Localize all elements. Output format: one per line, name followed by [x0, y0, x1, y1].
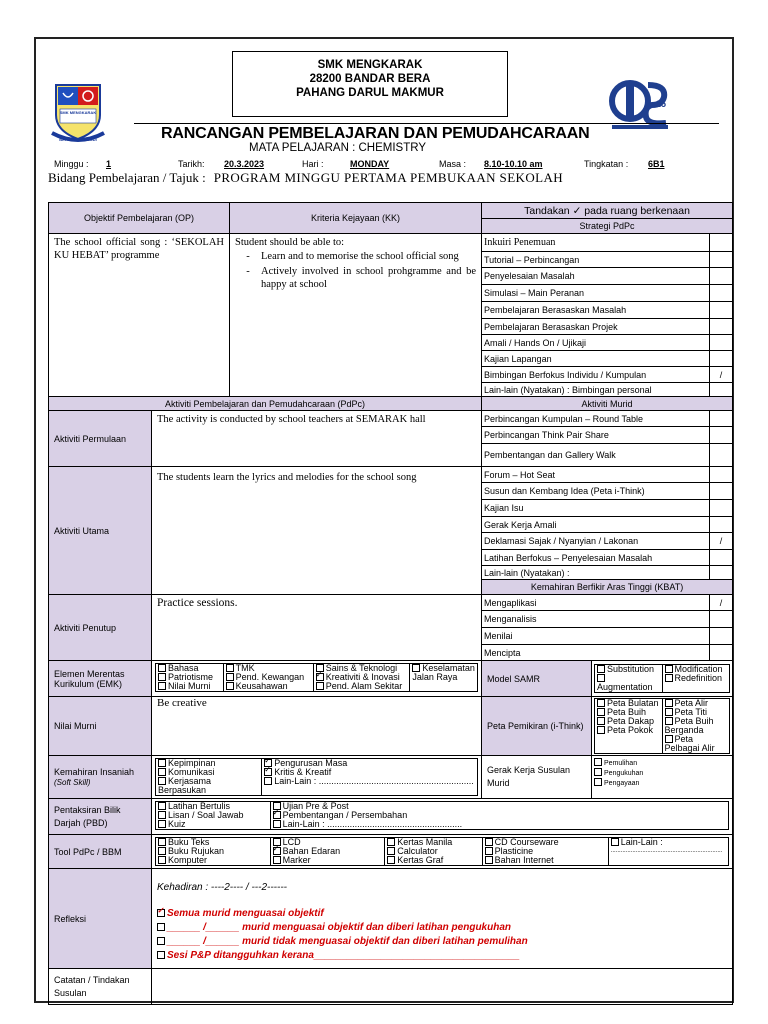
- tandakan-header: Tandakan ✓ pada ruang berkenaan: [482, 203, 733, 219]
- bidang-label: Bidang Pembelajaran / Tajuk :: [48, 170, 206, 185]
- strategi-checkbox[interactable]: /: [710, 367, 733, 383]
- kk-header: Kriteria Kejayaan (KK): [230, 203, 482, 234]
- masa-value: 8.10-10.10 am: [484, 159, 543, 169]
- hari-label: Hari :: [302, 159, 324, 169]
- peta-option[interactable]: Peta Bulatan: [597, 699, 660, 708]
- insaniah-option[interactable]: Kerjasama Berpasukan: [158, 776, 212, 795]
- tool-option[interactable]: Komputer: [158, 856, 268, 865]
- murid-item: Perbincangan Think Pair Share: [482, 427, 710, 444]
- aktiviti-murid-header: Aktiviti Murid: [482, 397, 733, 411]
- strategi-item: Bimbingan Berfokus Individu / Kumpulan: [482, 367, 710, 383]
- strategi-checkbox[interactable]: [710, 285, 733, 302]
- tarikh-value: 20.3.2023: [224, 159, 265, 169]
- peta-option[interactable]: Peta Alir: [665, 699, 728, 708]
- tool-option[interactable]: Marker: [273, 856, 383, 865]
- murid-checkbox[interactable]: [710, 427, 733, 444]
- tool-option[interactable]: Buku Teks: [158, 838, 268, 847]
- strategi-header: Strategi PdPc: [482, 219, 733, 234]
- nilai-murni-label: Nilai Murni: [49, 697, 152, 756]
- kbat-checkbox[interactable]: [710, 645, 733, 661]
- peta-option[interactable]: Peta Pokok: [597, 726, 660, 735]
- pbd-option[interactable]: Latihan Bertulis: [158, 802, 268, 811]
- sekolah-25-logo: [608, 75, 672, 133]
- insaniah-label: Kemahiran Insaniah (Soft Skill): [49, 756, 152, 799]
- kbat-checkbox[interactable]: [710, 628, 733, 645]
- murid-checkbox[interactable]: [710, 500, 733, 517]
- strategi-item: Simulasi – Main Peranan: [482, 285, 710, 302]
- tool-option[interactable]: Lain-Lain :: [611, 838, 726, 847]
- strategi-item: Kajian Lapangan: [482, 351, 710, 367]
- page-title: RANCANGAN PEMBELAJARAN DAN PEMUDAHCARAAN: [161, 125, 590, 142]
- tool-option-checked[interactable]: ✓Bahan Edaran: [273, 847, 383, 856]
- pbd-options: [152, 799, 733, 835]
- pbd-option[interactable]: Kuiz: [158, 820, 268, 829]
- aktiviti-permulaan-label: Aktiviti Permulaan: [49, 411, 152, 467]
- samr-label: Model SAMR: [482, 661, 592, 697]
- insaniah-option[interactable]: Komunikasi: [158, 768, 259, 777]
- minggu-value: 1: [106, 159, 112, 169]
- peta-option[interactable]: Peta Buih: [597, 708, 660, 717]
- tool-label: Tool PdPc / BBM: [49, 835, 152, 869]
- samr-options: [592, 661, 733, 697]
- murid-item: Deklamasi Sajak / Nyanyian / Lakonan: [482, 533, 710, 550]
- peta-options: [592, 697, 733, 756]
- murid-item: Gerak Kerja Amali: [482, 517, 710, 533]
- pbd-option[interactable]: Lisan / Soal Jawab: [158, 811, 268, 820]
- school-postcode: 28200 BANDAR BERA: [309, 73, 431, 85]
- pbd-option-checked[interactable]: ✓Pembentangan / Persembahan: [273, 811, 726, 820]
- svg-text:25: 25: [656, 99, 667, 109]
- kbat-item: Menganalisis: [482, 611, 710, 628]
- tool-option[interactable]: Kertas Manila: [387, 838, 479, 847]
- murid-item: Pembentangan dan Gallery Walk: [482, 444, 710, 467]
- bidang-tajuk: [48, 170, 563, 186]
- strategi-checkbox[interactable]: [710, 335, 733, 351]
- refleksi-label: Refleksi: [49, 869, 152, 969]
- school-name: SMK MENGKARAK: [317, 59, 423, 71]
- tool-option[interactable]: CD Courseware: [485, 838, 606, 847]
- peta-label: Peta Pemikiran (i-Think): [482, 697, 592, 756]
- emk-options: [152, 661, 482, 697]
- kk-cell: [230, 234, 482, 397]
- masa-label: Masa :: [439, 159, 467, 169]
- insaniah-option-checked[interactable]: ✓Kritis & Kreatif: [264, 768, 475, 777]
- emk-option[interactable]: Bahasa: [158, 664, 221, 673]
- peta-option[interactable]: Peta Buih Berganda: [664, 716, 714, 735]
- strategi-checkbox[interactable]: [710, 351, 733, 367]
- emk-option[interactable]: Pend. Alam Sekitar: [316, 682, 408, 691]
- tool-other-line: ...................................................................: [610, 848, 723, 854]
- kk-intro: Student should be able to:: [235, 237, 345, 248]
- peta-option[interactable]: Peta Pelbagai Alir: [664, 734, 715, 753]
- aktiviti-penutup-label: Aktiviti Penutup: [49, 595, 152, 661]
- insaniah-option-checked[interactable]: ✓Pengurusan Masa: [264, 759, 475, 768]
- murid-checkbox[interactable]: [710, 467, 733, 483]
- samr-option[interactable]: Redefinition: [665, 674, 728, 683]
- murid-item: Susun dan Kembang Idea (Peta i-Think): [482, 483, 710, 500]
- strategi-item: Pembelajaran Berasaskan Projek: [482, 319, 710, 335]
- hari-value: MONDAY: [350, 159, 390, 169]
- susulan-option[interactable]: Pemulihan: [594, 758, 730, 768]
- emk-option-checked[interactable]: ✓Kreativiti & Inovasi: [316, 673, 408, 682]
- tool-options: [152, 835, 733, 869]
- pbd-option[interactable]: Ujian Pre & Post: [273, 802, 726, 811]
- murid-checkbox[interactable]: [710, 444, 733, 467]
- tool-option[interactable]: LCD: [273, 838, 383, 847]
- school-address-box: [232, 51, 508, 117]
- refleksi-option[interactable]: ______ /______ murid tidak menguasai objektif dan diberi latihan pemulihan: [157, 935, 727, 949]
- emk-option[interactable]: Nilai Murni: [158, 682, 221, 691]
- murid-checkbox[interactable]: [710, 566, 733, 580]
- crest-motto: BERILMU BERBUDI: [59, 137, 97, 142]
- emk-label: Elemen Merentas Kurikulum (EMK): [49, 661, 152, 697]
- insaniah-option[interactable]: Lain-Lain : ..............................................................: [264, 777, 475, 786]
- murid-item: Lain-lain (Nyatakan) :: [482, 566, 710, 580]
- op-header: Objektif Pembelajaran (OP): [49, 203, 230, 234]
- pbd-label: Pentaksiran Bilik Darjah (PBD): [49, 799, 152, 835]
- strategi-checkbox[interactable]: [710, 268, 733, 285]
- samr-option[interactable]: Augmentation: [597, 674, 660, 692]
- kbat-checkbox[interactable]: /: [710, 595, 733, 611]
- strategi-item: Pembelajaran Berasaskan Masalah: [482, 302, 710, 319]
- aktiviti-pdpc-header: Aktiviti Pembelajaran dan Pemudahcaraan (PdPc): [49, 397, 482, 411]
- kbat-checkbox[interactable]: [710, 611, 733, 628]
- aktiviti-utama-label: Aktiviti Utama: [49, 467, 152, 595]
- lesson-plan-table: [48, 202, 733, 1005]
- emk-option[interactable]: Keusahawan: [226, 682, 311, 691]
- kbat-item: Menilai: [482, 628, 710, 645]
- strategi-checkbox[interactable]: [710, 252, 733, 268]
- strategi-checkbox[interactable]: [710, 383, 733, 397]
- peta-option[interactable]: Peta Dakap: [597, 717, 660, 726]
- kbat-item: Mengaplikasi: [482, 595, 710, 611]
- insaniah-options: [152, 756, 482, 799]
- pbd-option[interactable]: Lain-Lain : ......................................................: [273, 820, 726, 829]
- samr-option[interactable]: Modification: [665, 665, 728, 674]
- lesson-plan-page: [34, 37, 734, 1003]
- susulan-options: [592, 756, 733, 799]
- kehadiran: Kehadiran : ----2---- / ---2------: [157, 882, 287, 893]
- murid-item: Perbincangan Kumpulan – Round Table: [482, 411, 710, 427]
- tool-option[interactable]: Plasticine: [485, 847, 606, 856]
- murid-item: Latihan Berfokus – Penyelesaian Masalah: [482, 550, 710, 566]
- emk-option[interactable]: Keselamatan Jalan Raya: [412, 663, 475, 682]
- emk-option[interactable]: Patriotisme: [158, 673, 221, 682]
- strategi-item: Tutorial – Perbincangan: [482, 252, 710, 268]
- murid-item: Kajian Isu: [482, 500, 710, 517]
- murid-checkbox[interactable]: [710, 550, 733, 566]
- samr-option[interactable]: Substitution: [597, 665, 660, 674]
- kbat-item: Mencipta: [482, 645, 710, 661]
- murid-checkbox[interactable]: [710, 483, 733, 500]
- susulan-option[interactable]: Pengukuhan: [594, 768, 730, 778]
- tool-option[interactable]: Buku Rujukan: [158, 847, 268, 856]
- aktiviti-utama-text: The students learn the lyrics and melodies for the school song: [152, 467, 482, 595]
- bidang-value: PROGRAM MINGGU PERTAMA PEMBUKAAN SEKOLAH: [213, 170, 564, 185]
- page-subtitle: MATA PELAJARAN : CHEMISTRY: [249, 142, 427, 154]
- op-text: The school official song : ‘SEKOLAH KU HEBAT’ programme: [49, 234, 230, 397]
- refleksi-option[interactable]: Sesi P&P ditangguhkan kerana_____________________________________: [157, 949, 727, 963]
- tingkatan-value: 6B1: [648, 159, 665, 169]
- emk-option[interactable]: TMK: [226, 664, 311, 673]
- catatan-field[interactable]: [152, 969, 733, 1005]
- refleksi-option-checked[interactable]: ✓Semua murid menguasai objektif: [157, 907, 727, 921]
- kbat-header: Kemahiran Berfikir Aras Tinggi (KBAT): [482, 580, 733, 595]
- emk-option[interactable]: Sains & Teknologi: [316, 664, 408, 673]
- kk-item: - Actively involved in school prohgramme and be happy at school: [246, 266, 477, 290]
- aktiviti-permulaan-text: The activity is conducted by school teachers at SEMARAK hall: [152, 411, 482, 467]
- strategi-item: Inkuiri Penemuan: [482, 234, 710, 252]
- strategi-item: Amali / Hands On / Ujikaji: [482, 335, 710, 351]
- emk-option[interactable]: Pend. Kewangan: [226, 673, 311, 682]
- refleksi-option[interactable]: ______ /______ murid menguasai objektif dan diberi latihan pengukuhan: [157, 921, 727, 935]
- strategi-item: Penyelesaian Masalah: [482, 268, 710, 285]
- tingkatan-label: Tingkatan :: [584, 159, 629, 169]
- school-state: PAHANG DARUL MAKMUR: [296, 87, 444, 99]
- strategi-checkbox[interactable]: [710, 302, 733, 319]
- minggu-label: Minggu :: [54, 159, 89, 169]
- catatan-label: Catatan / Tindakan Susulan: [49, 969, 152, 1005]
- strategi-checkbox[interactable]: [710, 234, 733, 252]
- strategi-item: Lain-lain (Nyatakan) : Bimbingan personal: [482, 383, 710, 397]
- murid-item: Forum – Hot Seat: [482, 467, 710, 483]
- susulan-option[interactable]: Pengayaan: [594, 778, 730, 788]
- refleksi-content: [152, 869, 733, 969]
- crest-text: SMK MENGKARAK: [59, 110, 97, 115]
- tool-option[interactable]: Kertas Graf: [387, 856, 479, 865]
- tool-option[interactable]: Calculator: [387, 847, 479, 856]
- tarikh-label: Tarikh:: [178, 159, 205, 169]
- murid-checkbox[interactable]: /: [710, 533, 733, 550]
- strategi-checkbox[interactable]: [710, 319, 733, 335]
- insaniah-option[interactable]: Kepimpinan: [158, 759, 259, 768]
- tool-option[interactable]: Bahan Internet: [485, 856, 606, 865]
- nilai-murni-value: Be creative: [152, 697, 482, 756]
- aktiviti-penutup-text: Practice sessions.: [152, 595, 482, 661]
- kk-item: - Learn and to memorise the school official song: [246, 251, 459, 262]
- peta-option[interactable]: Peta Titi: [665, 708, 728, 717]
- murid-checkbox[interactable]: [710, 517, 733, 533]
- susulan-label: Gerak Kerja Susulan Murid: [482, 756, 592, 799]
- murid-checkbox[interactable]: [710, 411, 733, 427]
- title-rule: [134, 123, 719, 124]
